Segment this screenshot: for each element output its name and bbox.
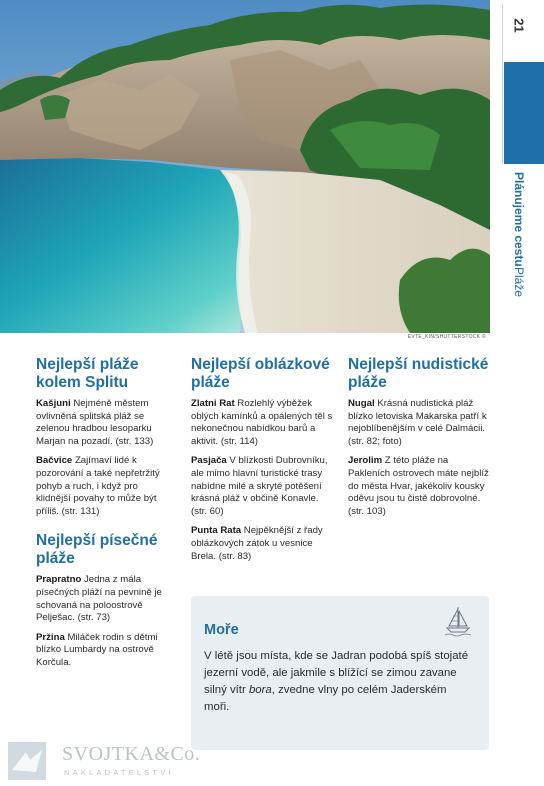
chapter-label-bold: Plánujeme cestu [512,172,526,267]
beach-photo [0,0,490,333]
section-title: Nejlepší oblázkové pláže [191,356,330,391]
entry-przina [36,632,174,670]
entry-text: Zajímaví lidé k pozorování a také nepřetržitý pohyb a ruch, i když pro klidnější povahy to může být příliš. (str. 131) [36,455,160,517]
publisher-name: SVOJTKA&Co. [62,743,201,765]
entry-zlatni-rat [191,398,333,448]
column-pebble-beaches [191,356,333,570]
entry-name: Punta Rata [191,525,242,537]
entry-name: Kašjuni [36,398,71,409]
column-nudist-beaches [348,356,490,525]
section-title: Nejlepší písečné pláže [36,532,158,568]
box-text-italic: bora [248,684,272,696]
box-title: Moře [204,622,239,638]
entry-text: Nejméně městem ovlivněná splitská pláž se zelenou hradbou lesoparku Marjan na pozadí. (str. 133) [36,398,154,447]
entry-text: Nejpěknější z řady oblázkových zátok u vesnice Brela. (str. 83) [191,525,323,562]
publisher-sub: NAKLADATELSTVÍ [64,768,174,777]
chapter-label [512,172,526,297]
entry-text: Miláček rodin s dětmi blízko Lumbardy na ostrově Korčula. [36,631,158,668]
beach-photo-illustration [0,0,490,333]
entry-text: Rozlehlý výběžek oblých kamínků a opálených těl s nekonečnou nabídkou barů a aktivit. (str. 114) [191,398,333,447]
entry-text: Jedna z mála písečných pláží na pevnině je schovaná na poloostrově Pelješac. (str. 73) [36,574,162,624]
side-rule [502,4,503,164]
entry-nugal [348,398,490,448]
box-text [204,648,474,716]
entry-name: Zlatni Rat [191,398,235,409]
entry-name: Pržina [36,631,65,643]
entry-punta-rata [191,525,333,563]
box-text-start: V létě jsou místa, kde se Jadran podobá spíš stojaté jezerní vodě, ale jakmile s blížící se zimou zavane silný vítr [204,650,469,696]
publisher-logo [8,742,201,782]
chapter-tab [504,62,544,164]
sea-info-box [191,596,489,750]
entry-text: V blízkosti Dubrovníku, ale mimo hlavní turistické trasy nabídne milé a skryté potěšení krásná pláž v občině Konavle. (str. 60) [191,455,328,517]
entry-name: Jerolim [348,455,383,467]
entry-name: Prapratno [36,574,82,586]
publisher-mark-icon [8,742,46,780]
entry-text: Krásná nudistická pláž blízko letoviska Makarska patří k nejoblíbenějším v celé Dalmácii. (str. 82; foto) [348,398,487,447]
photo-credit: EVTE_KIN/SHUTTERSTOCK © [407,334,486,340]
section-title: Nejlepší pláže kolem Splitu [36,356,139,391]
entry-bacvice [36,455,174,518]
entry-name: Pasjača [191,455,227,467]
entry-kasjuni [36,398,174,448]
entry-name: Nugal [348,398,375,409]
entry-text: Z této pláže na Pakleních ostrovech máte nejblíž do města Hvar, jakékoliv kousky oděvu jsou tu čistě dobrovolné. (str. 103) [348,455,489,517]
sailboat-icon [443,604,473,638]
entry-prapratno [36,574,174,624]
box-text-end: , zvedne vlny po celém Jaderském moři. [204,684,447,713]
column-split-beaches [36,356,174,677]
entry-name: Bačvice [36,455,73,467]
entry-pasjaca [191,455,333,518]
entry-jerolim [348,455,490,518]
page-number: 21 [511,18,527,33]
chapter-label-sub: Pláže [512,266,526,297]
section-title: Nejlepší nudistické pláže [348,356,489,391]
